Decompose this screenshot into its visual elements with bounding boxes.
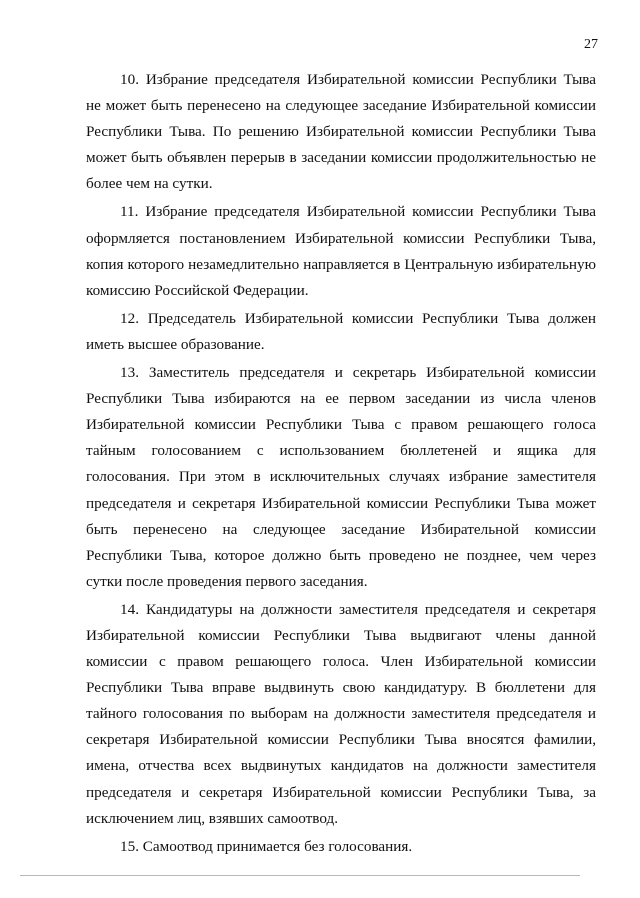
paragraph-12: 12. Председатель Избирательной комиссии Республики Тыва должен иметь высшее образование. <box>86 309 596 353</box>
paragraph-15: 15. Самоотвод принимается без голосования. <box>120 837 413 855</box>
paragraph-11: 11. Избрание председателя Избирательной комиссии Республики Тыва оформляется постановлением Избирательной комиссии Республики Тыва, копия которого незамедлительно направляется в Центральную избирательную комиссию Российской Федерации. <box>86 203 596 299</box>
paragraph-13: 13. Заместитель председателя и секретарь Избирательной комиссии Республики Тыва избираются на ее первом заседании из числа членов Избирательной комиссии Республики Тыва с правом решающего голоса тайным голосованием с использованием бюллетеней и ящика для голосования. При этом в исключительных случаях избрание заместителя председателя и секретаря Избирательной комиссии Республики Тыва может быть перенесено на следующее заседание Избирательной комиссии Республики Тыва, которое должно быть проведено не позднее, чем через сутки после проведения первого заседания. <box>86 364 596 590</box>
paragraph-10: 10. Избрание председателя Избирательной комиссии Республики Тыва не может быть перенесено на следующее заседание Избирательной комиссии Республики Тыва. По решению Избирательной комиссии Республики Тыва может быть объявлен перерыв в заседании комиссии продолжительностью не более чем на сутки. <box>86 71 596 193</box>
footer-divider <box>20 875 580 876</box>
paragraph-14: 14. Кандидатуры на должности заместителя председателя и секретаря Избирательной комиссии Республики Тыва выдвигают члены данной комиссии с правом решающего голоса. Член Избирательной комиссии Республики Тыва вправе выдвинуть свою кандидатуру. В бюллетени для тайного голосования по выборам на должности заместителя председателя и секретаря Избирательной комиссии Республики Тыва вносятся фамилии, имена, отчества всех выдвинутых кандидатов на должности заместителя председателя и секретаря Избирательной комиссии Республики Тыва, за исключением лиц, взявших самоотвод. <box>86 600 596 827</box>
page-number: 27 <box>584 37 598 52</box>
document-body <box>86 67 596 862</box>
